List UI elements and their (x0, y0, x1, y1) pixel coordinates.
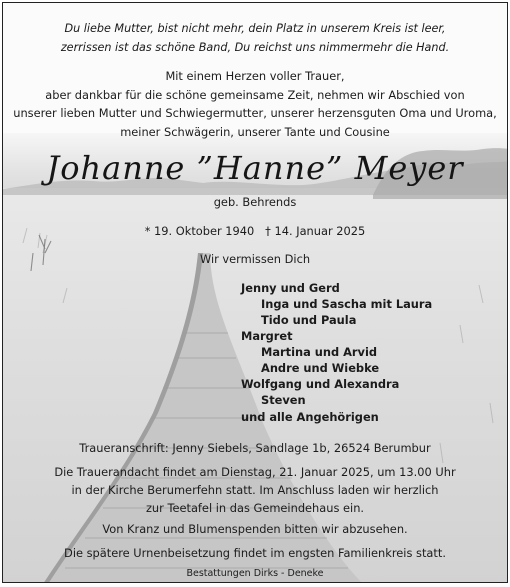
family-member: Wolfgang und Alexandra (241, 377, 400, 391)
family-member: Steven (261, 393, 306, 407)
birth-name: geb. Behrends (213, 195, 297, 209)
family-member: Tido und Paula (261, 313, 357, 327)
intro-line-3: unserer lieben Mutter und Schwiegermutter, unserer herzensguten Oma und Uroma, (13, 106, 497, 120)
intro-line-1: Mit einem Herzen voller Trauer, (165, 69, 345, 83)
flowers-note: Von Kranz und Blumenspenden bitten wir abzusehen. (102, 522, 408, 536)
family-member: Jenny und Gerd (241, 281, 340, 295)
service-info (3, 463, 507, 518)
quote-line-1: Du liebe Mutter, bist nicht mehr, dein Platz in unserem Kreis ist leer, (64, 22, 446, 35)
undertaker: Bestattungen Dirks - Deneke (186, 568, 324, 579)
service-line-1: Die Trauerandacht findet am Dienstag, 21. Januar 2025, um 13.00 Uhr (54, 465, 456, 479)
family-member: Inga und Sascha mit Laura (261, 297, 433, 311)
deceased-name: Johanne ”Hanne” Meyer (46, 149, 464, 187)
family-member: Margret (241, 329, 293, 343)
service-line-3: zur Teetafel in das Gemeindehaus ein. (145, 501, 365, 516)
service-line-2: in der Kirche Berumerfehn statt. Im Anschluss laden wir herzlich (71, 483, 439, 498)
obituary-card (2, 2, 508, 583)
intro-text (3, 67, 507, 141)
family-member: Martina und Arvid (261, 345, 378, 359)
intro-line-2: aber dankbar für die schöne gemeinsame Zeit, nehmen wir Abschied von (45, 87, 465, 102)
memorial-quote (3, 19, 507, 57)
family-member: und alle Angehörigen (241, 410, 379, 424)
miss-text: Wir vermissen Dich (199, 252, 311, 266)
mourning-address: Traueranschrift: Jenny Siebels, Sandlage 1b, 26524 Berumbur (79, 441, 431, 455)
life-dates: * 19. Oktober 1940 † 14. Januar 2025 (144, 224, 366, 238)
intro-line-4: meiner Schwägerin, unserer Tante und Cousine (120, 124, 390, 139)
burial-note: Die spätere Urnenbeisetzung findet im engsten Familienkreis statt. (64, 546, 446, 560)
family-member: Andre und Wiebke (261, 361, 380, 375)
quote-line-2: zerrissen ist das schöne Band, Du reichst uns nimmermehr die Hand. (60, 41, 450, 54)
